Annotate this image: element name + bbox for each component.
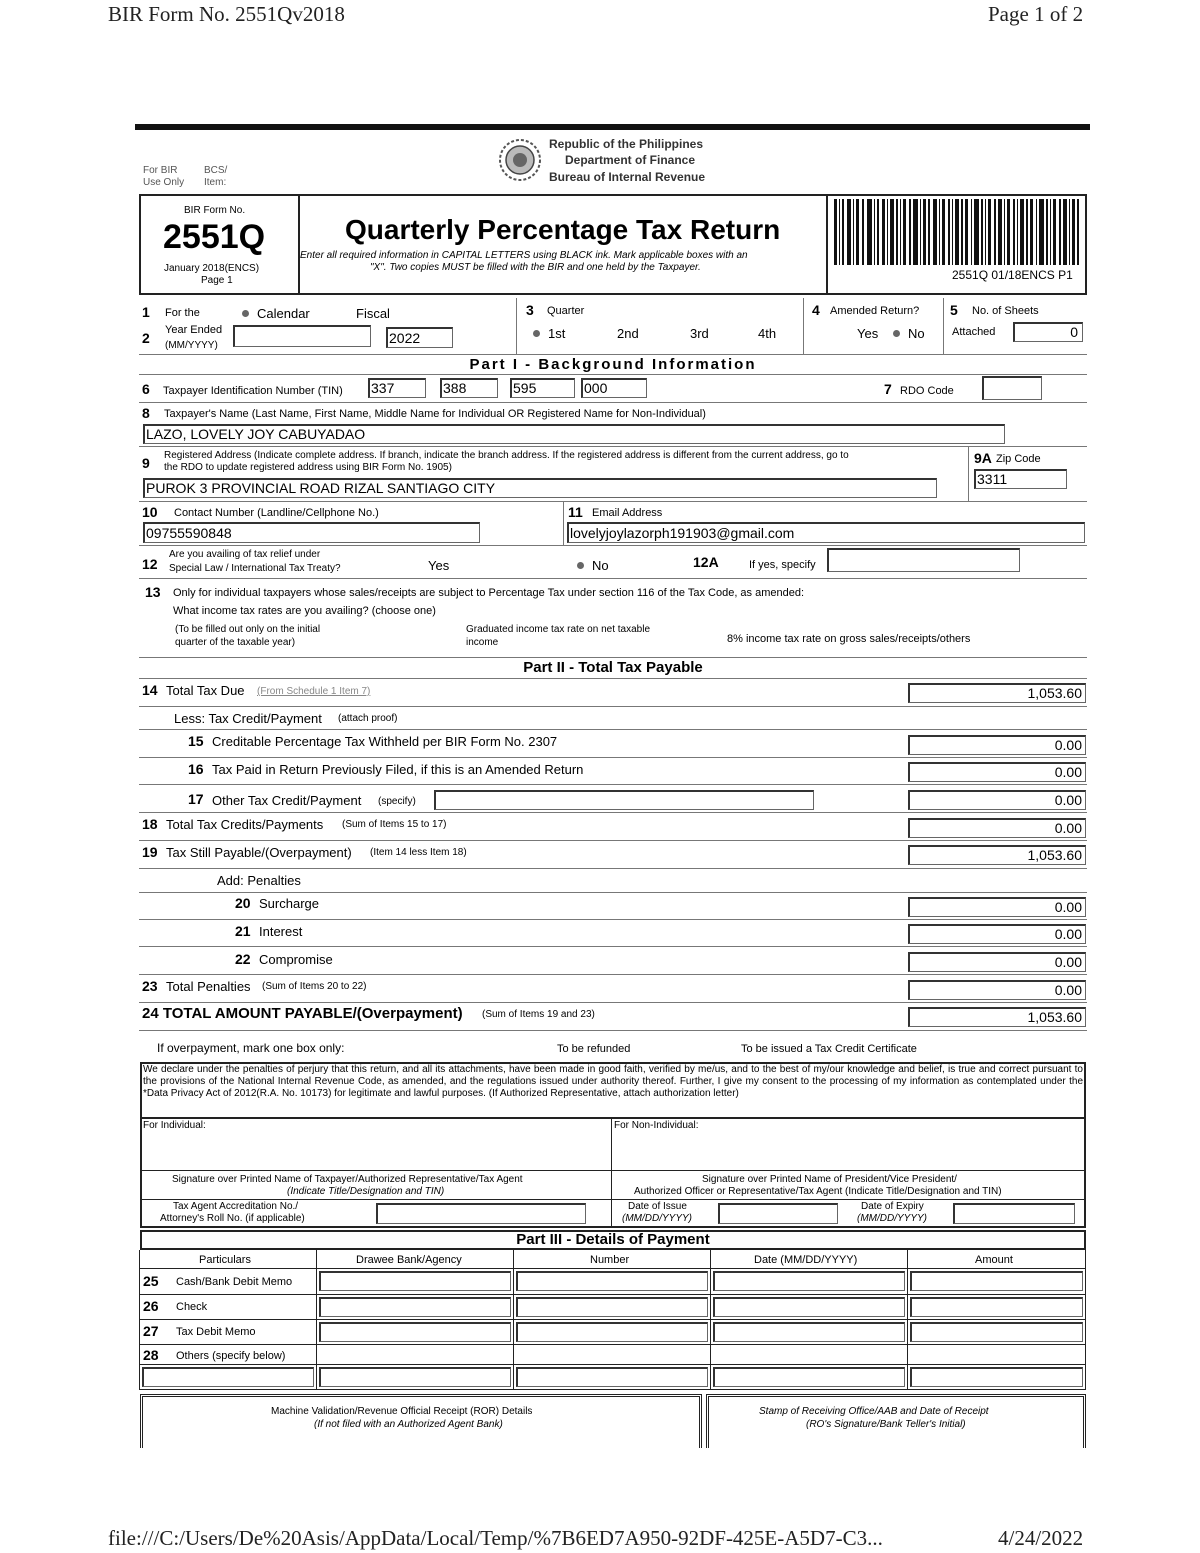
amended-no-option[interactable] [893, 326, 925, 341]
rule [139, 757, 1087, 758]
rule [139, 1250, 140, 1390]
row-28-bank-field[interactable] [319, 1367, 511, 1387]
item-14-number: 14 [142, 682, 158, 698]
stamp-label-1: Stamp of Receiving Office/AAB and Date of Receipt [759, 1406, 989, 1417]
amended-yes-option[interactable]: Yes [857, 326, 879, 341]
item-10-number: 10 [142, 504, 158, 520]
item-14-total-tax-due-field[interactable]: 1,053.60 [908, 683, 1086, 703]
rule [139, 446, 1087, 447]
rule [139, 1002, 1087, 1003]
individual-label: For Individual: [143, 1120, 206, 1131]
part1-header: Part I - Background Information [469, 356, 757, 373]
relief-label-1: Are you availing of tax relief under [169, 549, 321, 560]
agency-line3: Bureau of Internal Revenue [549, 170, 706, 184]
rule [140, 1117, 1086, 1119]
item-8-number: 8 [142, 405, 150, 421]
rule [316, 1250, 317, 1390]
item-12-number: 12 [142, 556, 158, 572]
date-expiry-label-1: Date of Expiry [861, 1201, 924, 1212]
rule [139, 678, 1087, 679]
item-7-number: 7 [884, 381, 892, 397]
accreditation-label-1: Tax Agent Accreditation No./ [173, 1201, 299, 1212]
item-9a-number: 9A [974, 450, 992, 466]
form-title: Quarterly Percentage Tax Return [345, 214, 781, 245]
col-amount: Amount [975, 1254, 1013, 1266]
relief-no-radio-selected[interactable] [577, 562, 584, 569]
item-18-number: 18 [142, 816, 158, 832]
sig-nonindividual-line2: Authorized Officer or Representative/Tax Agent (Indicate Title/Designation and TIN) [634, 1186, 1002, 1197]
bir-use-label-2: Use Only [143, 177, 185, 188]
date-issue-label-1: Date of Issue [628, 1201, 687, 1212]
tin-branch-value: 000 [584, 380, 608, 396]
address-value: PUROK 3 PROVINCIAL ROAD RIZAL SANTIAGO CITY [146, 480, 496, 496]
item-17-note: (specify) [378, 796, 416, 807]
row1-divider-c [943, 298, 944, 354]
header-divider-1 [298, 196, 300, 293]
declaration-text: We declare under the penalties of perjury that this return, and all its attachments, have been made in good faith, verified by me/us, and to the best of my/our knowledge and belief, is true and correct pursuant to the provisions of the National Internal Revenue Code, as amended, and the regulations issued under authority thereof. Further, I give my consent to the processing of my information as contemplated under the *Data Privacy Act of 2012(R.A. No. 10173) for legitimate and lawful purposes. (If Authorized Representative, attach authorization letter) [143, 1064, 1083, 1099]
col-particulars: Particulars [199, 1254, 251, 1266]
agency-line2: Department of Finance [565, 153, 696, 167]
rule [140, 1294, 1086, 1295]
row-27-date-field[interactable] [713, 1322, 905, 1342]
amended-no-label: No [908, 326, 925, 341]
row-27-bank-field[interactable] [319, 1322, 511, 1342]
amended-label: Amended Return? [830, 305, 920, 317]
item-23-number: 23 [142, 978, 158, 994]
item-23-note: (Sum of Items 20 to 22) [262, 981, 367, 992]
sig-individual-line2: (Indicate Title/Designation and TIN) [287, 1186, 445, 1197]
item-15-field[interactable]: 0.00 [908, 735, 1086, 755]
col-date: Date (MM/DD/YYYY) [754, 1254, 858, 1266]
bcs-label: BCS/ [204, 165, 228, 176]
email-value: lovelyjoylazorph191903@gmail.com [570, 525, 795, 541]
attached-label: Attached [952, 326, 996, 338]
row-27-number: 27 [143, 1323, 159, 1339]
contact-value: 09755590848 [146, 525, 232, 541]
refund-option[interactable]: To be refunded [557, 1043, 631, 1055]
accreditation-field[interactable] [376, 1203, 586, 1224]
tin-label: Taxpayer Identification Number (TIN) [163, 385, 343, 397]
rule [140, 1389, 1086, 1390]
row-25-label: Cash/Bank Debit Memo [176, 1276, 293, 1288]
form-instructions-2: "X". Two copies MUST be filled with the BIR and one held by the Taxpayer. [370, 262, 701, 273]
relief-no-option[interactable] [577, 558, 609, 573]
col-drawee-bank: Drawee Bank/Agency [356, 1254, 462, 1266]
sheets-field[interactable]: 0 [1013, 322, 1083, 342]
less-label: Less: Tax Credit/Payment [174, 711, 322, 726]
fiscal-option[interactable]: Fiscal [356, 306, 390, 321]
item-23-label: Total Penalties [166, 979, 251, 994]
rule [139, 840, 1087, 841]
q13-note-1: (To be filled out only on the initial [175, 624, 321, 635]
rule [710, 1250, 711, 1390]
address-label-2: the RDO to update registered address using BIR Form No. 1905) [164, 462, 452, 473]
row-26-amount-field[interactable] [910, 1297, 1083, 1317]
item-6-number: 6 [142, 381, 150, 397]
item-14-label: Total Tax Due [166, 683, 245, 698]
item-18-label: Total Tax Credits/Payments [166, 817, 324, 832]
print-header-title: BIR Form No. 2551Qv2018 [108, 2, 345, 26]
item-12a-number: 12A [693, 554, 719, 570]
q13-line1: Only for individual taxpayers whose sales/receipts are subject to Percentage Tax under section 116 of the Tax Code, as amended: [173, 587, 805, 599]
rule [139, 545, 1087, 546]
item-24-label: 24 TOTAL AMOUNT PAYABLE/(Overpayment) [142, 1005, 463, 1022]
barcode-caption: 2551Q 01/18ENCS P1 [952, 268, 1073, 282]
year-ended-label: Year Ended [165, 324, 223, 336]
accreditation-label-2: Attorney's Roll No. (if applicable) [160, 1213, 305, 1224]
item-15-number: 15 [188, 733, 204, 749]
row-28-number-field[interactable] [516, 1367, 708, 1387]
year-ended-format: (MM/YYYY) [165, 340, 218, 351]
calendar-label: Calendar [257, 306, 310, 321]
form-version: January 2018(ENCS) [164, 263, 260, 274]
row-27-label: Tax Debit Memo [176, 1326, 256, 1338]
item-24-note: (Sum of Items 19 and 23) [482, 1009, 595, 1020]
add-penalties-label: Add: Penalties [217, 873, 301, 888]
rule [139, 946, 1087, 947]
for-the-label: For the [165, 307, 200, 319]
rule [139, 706, 1087, 707]
email-label: Email Address [592, 507, 663, 519]
relief-yes-option[interactable]: Yes [428, 558, 450, 573]
item-17-field[interactable]: 0.00 [908, 790, 1086, 810]
q13-note-2: quarter of the taxable year) [175, 637, 296, 648]
date-issue-field[interactable] [718, 1203, 838, 1224]
quarter-2nd-option[interactable]: 2nd [617, 326, 639, 341]
row-25-date-field[interactable] [713, 1271, 905, 1291]
row-27-number-field[interactable] [516, 1322, 708, 1342]
rdo-code-field[interactable] [982, 376, 1042, 400]
row-28-date-field[interactable] [713, 1367, 905, 1387]
calendar-option[interactable] [242, 306, 310, 321]
item-21-label: Interest [259, 924, 303, 939]
rule [139, 501, 1087, 502]
specify-field[interactable] [827, 548, 1020, 572]
row-26-number: 26 [143, 1298, 159, 1314]
rule [1085, 1250, 1086, 1390]
taxpayer-name-value: LAZO, LOVELY JOY CABUYADAO [146, 426, 366, 442]
item-20-label: Surcharge [259, 896, 319, 911]
rule [139, 354, 1087, 355]
year-ended-month-field[interactable] [233, 325, 371, 347]
item-18-field[interactable]: 0.00 [908, 818, 1086, 838]
item-22-compromise-field[interactable]: 0.00 [908, 952, 1086, 972]
specify-label: If yes, specify [749, 559, 816, 571]
row-27-amount-field[interactable] [910, 1322, 1083, 1342]
row1-divider-b [803, 298, 804, 354]
row1-divider-a [516, 298, 517, 354]
item-18-note: (Sum of Items 15 to 17) [342, 819, 447, 830]
row-26-date-field[interactable] [713, 1297, 905, 1317]
rule [140, 1344, 1086, 1345]
rule [139, 402, 1087, 403]
q13-graduated-option-line2: income [466, 637, 499, 648]
sheets-label: No. of Sheets [972, 305, 1039, 317]
date-expiry-label-2: (MM/DD/YYYY) [857, 1213, 927, 1224]
tin-part-1-value: 337 [371, 380, 395, 396]
rule [139, 868, 1087, 869]
row-26-bank-field[interactable] [319, 1297, 511, 1317]
part3-header: Part III - Details of Payment [516, 1231, 710, 1248]
less-note: (attach proof) [338, 713, 398, 724]
tin-part-2-value: 388 [443, 380, 467, 396]
relief-no-label: No [592, 558, 609, 573]
item-19-number: 19 [142, 844, 158, 860]
item-22-number: 22 [235, 951, 251, 967]
bir-use-label-1: For BIR [143, 165, 178, 176]
col-number: Number [590, 1254, 630, 1266]
rule [140, 1170, 1086, 1171]
zip-divider [968, 446, 969, 501]
taxpayer-name-label: Taxpayer's Name (Last Name, First Name, Middle Name for Individual OR Registered Name for Non-Individual) [164, 408, 706, 420]
sig-individual-line1: Signature over Printed Name of Taxpayer/Authorized Representative/Tax Agent [172, 1174, 523, 1185]
part2-header: Part II - Total Tax Payable [523, 659, 703, 676]
form-no-label: BIR Form No. [184, 205, 246, 216]
item-17-specify-field[interactable] [434, 790, 814, 810]
item-17-number: 17 [188, 791, 204, 807]
item-11-number: 11 [568, 504, 583, 520]
item-17-label: Other Tax Credit/Payment [212, 793, 362, 808]
rule [139, 784, 1087, 785]
rule [907, 1250, 908, 1390]
row-26-number-field[interactable] [516, 1297, 708, 1317]
print-footer-date: 4/24/2022 [998, 1526, 1084, 1550]
sig-nonindividual-line1: Signature over Printed Name of President/Vice President/ [702, 1174, 957, 1185]
email-divider [563, 501, 564, 545]
item-3-number: 3 [526, 302, 534, 318]
rule [139, 812, 1087, 813]
zip-label: Zip Code [996, 453, 1041, 465]
row-28-label: Others (specify below) [176, 1350, 286, 1362]
item-9-number: 9 [142, 455, 150, 471]
item-16-label: Tax Paid in Return Previously Filed, if this is an Amended Return [212, 762, 584, 777]
quarter-label: Quarter [547, 305, 585, 317]
rule [139, 374, 1087, 375]
row-25-amount-field[interactable] [910, 1271, 1083, 1291]
rule [139, 729, 1087, 730]
rdo-label: RDO Code [900, 385, 954, 397]
quarter-1st-radio-selected[interactable] [533, 330, 540, 337]
rule [140, 1319, 1086, 1320]
form-number: 2551Q [163, 218, 266, 256]
row-25-bank-field[interactable] [319, 1271, 511, 1291]
address-label-1: Registered Address (Indicate complete address. If branch, indicate the branch address. If the registered address is different from the current address, go to [164, 450, 849, 461]
item-23-field[interactable]: 0.00 [908, 980, 1086, 1000]
relief-label-2: Special Law / International Tax Treaty? [169, 563, 341, 574]
quarter-4th-option[interactable]: 4th [758, 326, 777, 341]
top-rule [135, 124, 1090, 130]
item-5-number: 5 [950, 302, 958, 318]
item-15-label: Creditable Percentage Tax Withheld per BIR Form No. 2307 [212, 734, 558, 749]
item-20-number: 20 [235, 895, 251, 911]
item-1-number: 1 [142, 304, 150, 320]
rule [513, 1250, 514, 1390]
item-19-label: Tax Still Payable/(Overpayment) [166, 845, 352, 860]
quarter-3rd-option[interactable]: 3rd [690, 326, 709, 341]
row-26-label: Check [176, 1301, 208, 1313]
rule [611, 1117, 612, 1227]
print-header-page: Page 1 of 2 [988, 2, 1084, 26]
item-16-field[interactable]: 0.00 [908, 762, 1086, 782]
row-28-number: 28 [143, 1347, 159, 1363]
stamp-label-2: (RO's Signature/Bank Teller's Initial) [806, 1419, 966, 1430]
year-ended-year-value: 2022 [389, 330, 421, 346]
form-page: Page 1 [201, 275, 233, 286]
validation-label-1: Machine Validation/Revenue Official Receipt (ROR) Details [271, 1406, 533, 1417]
q13-line2: What income tax rates are you availing? (choose one) [173, 605, 436, 617]
rule [139, 657, 1087, 658]
rule [139, 578, 1087, 579]
header-divider-2 [826, 196, 828, 293]
item-14-schedule-link[interactable]: (From Schedule 1 Item 7) [257, 686, 371, 697]
validation-label-2: (If not filed with an Authorized Agent Bank) [314, 1419, 503, 1430]
item-24-total-amount-field[interactable]: 1,053.60 [908, 1007, 1086, 1027]
item-22-label: Compromise [259, 952, 333, 967]
quarter-1st-option[interactable] [533, 326, 565, 341]
amended-no-radio-selected[interactable] [893, 330, 900, 337]
print-footer-path: file:///C:/Users/De%20Asis/AppData/Local/Temp/%7B6ED7A950-92DF-425E-A5D7-C3... [108, 1526, 883, 1550]
non-individual-label: For Non-Individual: [614, 1120, 699, 1131]
item-21-interest-field[interactable]: 0.00 [908, 924, 1086, 944]
row-25-number: 25 [143, 1273, 159, 1289]
date-issue-label-2: (MM/DD/YYYY) [622, 1213, 692, 1224]
rule [140, 1199, 1086, 1200]
zip-value: 3311 [977, 471, 1008, 487]
quarter-1st-label: 1st [548, 326, 566, 341]
item-16-number: 16 [188, 761, 204, 777]
item-19-field[interactable]: 1,053.60 [908, 845, 1086, 865]
form-instructions-1: Enter all required information in CAPITAL LETTERS using BLACK ink. Mark applicable boxes with an [300, 250, 748, 261]
row-28-amount-field[interactable] [910, 1367, 1083, 1387]
item-2-number: 2 [142, 330, 150, 346]
tin-part-3-value: 595 [513, 380, 537, 396]
item-13-number: 13 [145, 584, 161, 600]
row-28-specify-field[interactable] [142, 1367, 314, 1387]
barcode-icon [834, 199, 1082, 265]
bcs-item-label: Item: [204, 177, 227, 188]
rule [139, 892, 1087, 893]
rule [140, 1268, 1086, 1269]
item-19-note: (Item 14 less Item 18) [370, 847, 467, 858]
q13-graduated-option[interactable]: Graduated income tax rate on net taxable [466, 624, 651, 635]
contact-label: Contact Number (Landline/Cellphone No.) [174, 507, 379, 519]
rule [139, 1030, 1087, 1031]
calendar-radio-selected[interactable] [242, 310, 249, 317]
agency-line1: Republic of the Philippines [549, 137, 704, 151]
bir-seal-icon [498, 138, 542, 182]
rule [139, 974, 1087, 975]
item-21-number: 21 [235, 923, 251, 939]
overpayment-label: If overpayment, mark one box only: [157, 1041, 345, 1055]
rule [139, 919, 1087, 920]
date-expiry-field[interactable] [953, 1203, 1075, 1224]
tcc-option[interactable]: To be issued a Tax Credit Certificate [741, 1043, 917, 1055]
rule [140, 1364, 1086, 1365]
row-25-number-field[interactable] [516, 1271, 708, 1291]
item-20-surcharge-field[interactable]: 0.00 [908, 897, 1086, 917]
item-4-number: 4 [812, 302, 820, 318]
q13-8pct-option[interactable]: 8% income tax rate on gross sales/receipts/others [727, 633, 971, 645]
